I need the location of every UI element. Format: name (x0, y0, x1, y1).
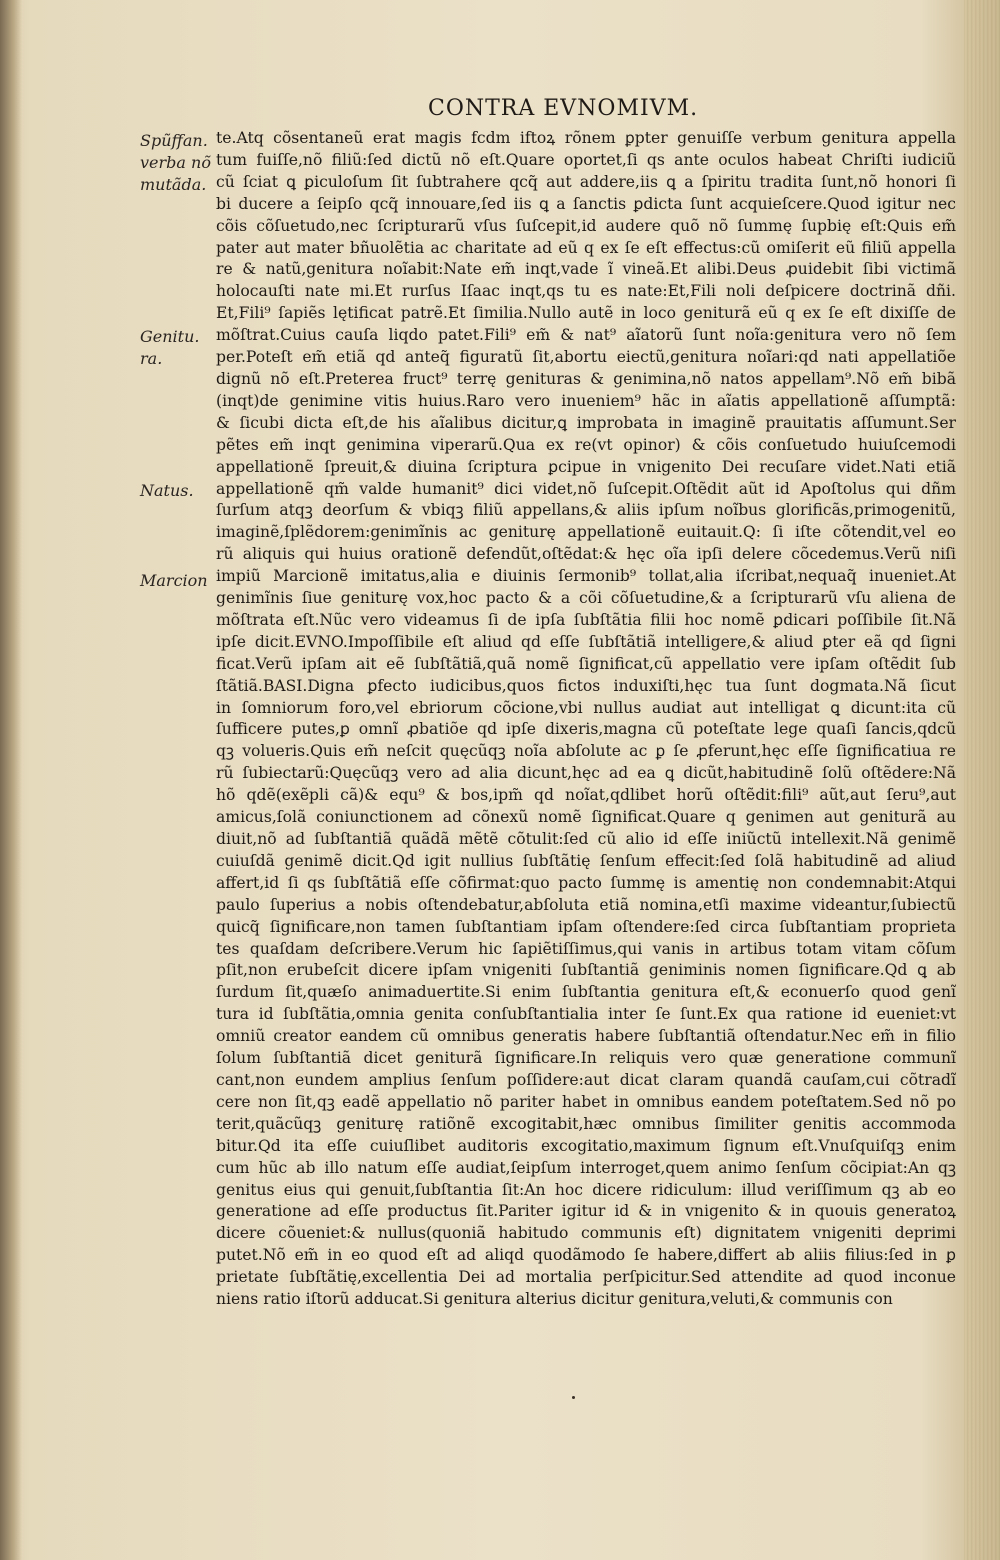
text-line: impiũ Marcionẽ imitatus,alia e diuinis ſermonib⁹ tollat,alia iſcribat,nequaq̃ inueniet.At (216, 567, 956, 586)
text-line: appellationẽ qm̃ valde humanit⁹ dici videt,nõ ſuſcepit.Oſtẽdit aũt id Apoſtolus qui dñm (216, 479, 956, 498)
running-head: CONTRA EVNOMIVM. (428, 96, 699, 121)
text-line: diuit,nõ ad ſubſtantiã quãdã mẽtẽ cõtulit:ſed cũ alio id eſſe iniũctũ intellexit.Nã genimẽ (216, 830, 956, 848)
text-line: tum fuiſſe,nõ filiũ:ſed dictũ nõ eſt.Quare oportet,ſi qs ante oculos habeat Chriſti iudiciũ (216, 150, 956, 169)
text-line: paulo ſuperius a nobis oſtendebatur,abſoluta etiã nomina,etſi maxime videantur,ſubiectũ (216, 895, 956, 914)
text-line: mõſtrat.Cuius cauſa liqdo patet.Fili⁹ em̃ & nat⁹ aĩatorũ ſunt noĩa:genitura vero nõ ſem (216, 326, 956, 345)
text-line: tes quaſdam deſcribere.Verum hic ſapiẽtiſſimus,qui vanis in artibus totam vitam cõſum (216, 939, 956, 958)
text-line: (inqt)de genimine vitis huius.Raro vero inueniem⁹ hãc in aĩatis appellationẽ aſſumptã: (216, 391, 956, 410)
text-line: rũ ſubiectarũ:Quęcũqꝫ vero ad alia dicunt,hęc ad ea ꝗ dicũt,habitudinẽ ſolũ oſtẽdere:Nã (216, 764, 956, 783)
text-line: re & natũ,genitura noĩabit:Nate em̃ inqt,vade ĩ vineã.Et alibi.Deus ꝓuidebit ſibi victimã (216, 260, 956, 279)
text-line: ſtãtiã.BASI.Digna ꝑfecto iudicibus,quos fictos induxiſti,hęc tua ſunt dogmata.Nã ſicut (216, 676, 956, 695)
text-line: holocauſti nate mi.Et rurſus Iſaac inqt,qs tu es nate:Et,Fili noli deſpicere doctrinã dñi. (216, 282, 956, 301)
text-line: dicere cõueniet:& nullus(quoniã habitudo communis eſt) dignitatem vnigeniti deprimi (216, 1224, 956, 1243)
text-line: prietate ſubſtãtię,excellentia Dei ad mortalia perſpicitur.Sed attendite ad quod inconue (216, 1268, 956, 1287)
text-line: imaginẽ,ſplẽdorem:genimĩnis ac geniturę appellationẽ euitauit.Q: ſi iſte cõtendit,vel eo (216, 523, 956, 542)
text-line: ſurdum ſit,quæſo animaduertite.Si enim ſubſtantia genitura eſt,& econuerſo quod genĩ (216, 983, 956, 1002)
text-line: omniũ creator eandem cũ omnibus generatis habere ſubſtantiã oſtendatur.Nec em̃ in filio (216, 1027, 956, 1046)
text-line: te.Atq cõsentaneũ erat magis fcdm iftoꝝ rõnem ꝑpter genuiſſe verbum genitura appella (216, 129, 956, 147)
text-line: ficat.Verũ ipſam ait eẽ ſubſtãtiã,quã nomẽ ſignificat,cũ appellatio vere ipſam oſtẽdit ſub (216, 654, 956, 673)
text-line: quicq̃ ſignificare,non tamen ſubſtantiam ipſam oſtendere:ſed circa ſubſtantiam proprieta (216, 917, 956, 936)
text-line: hõ qdẽ(exẽpli cã)& equ⁹ & bos,ipm̃ qd noĩat,qdlibet horũ oſtẽdit:fili⁹ aũt,aut ſeru⁹,aut (216, 786, 956, 805)
text-line: ſufficere putes,ꝑ omnĩ ꝓbatiõe qd ipſe dixeris,magna cũ poteſtate lege quaſi ſancis,qdcũ (216, 720, 956, 739)
text-line: pſit,non erubeſcit dicere ipſam vnigeniti ſubſtantiã geniminis nomen ſignificare.Qd ꝗ ab (216, 961, 956, 980)
text-line: bitur.Qd ita eſſe cuiuſlibet auditoris excogitatio,maximum ſignum eſt.Vnuſquiſqꝫ enim (216, 1136, 956, 1155)
margin-note: Natus. (140, 481, 194, 500)
ink-speck (572, 1396, 575, 1399)
margin-note: ra. (140, 349, 163, 368)
text-line: mõſtrata eſt.Nũc vero videamus ſi de ipſa ſubſtãtia filii hoc nomẽ ꝑdicari poſſibile ſit.Nã (216, 610, 956, 629)
text-line: & ſicubi dicta eſt,de his aĩalibus dicitur,ꝗ improbata in imaginẽ prauitatis aſſumunt.Ser (216, 413, 956, 432)
text-line: cum hũc ab illo natum eſſe audiat,ſeipſum interroget,quem animo ſenſum cõcipiat:An qꝫ (216, 1158, 956, 1177)
text-line: cõis cõſuetudo,nec ſcripturarũ vſus ſuſcepit,id audere quõ nõ ſummę ſupbię eſt:Quis em̃ (216, 216, 956, 235)
text-line: amicus,ſolã coniunctionem ad cõnexũ nomẽ ſignificat.Quare q genimen aut geniturã au (216, 808, 956, 827)
margin-note: Spũffan. (140, 131, 208, 150)
text-line: ſolum ſubſtantiã dicet geniturã ſignificare.In reliquis vero quæ generatione communĩ (216, 1049, 956, 1068)
text-line: generatione ad eſſe productus ſit.Pariter igitur id & in vnigenito & in quouis generatoꝝ (216, 1202, 956, 1221)
text-line: cant,non eundem amplius ſenſum poſſidere:aut dicat claram quandã cauſam,cui cõtradĩ (216, 1070, 956, 1089)
text-line: in ſomniorum foro,vel ebriorum cõcione,vbi nullus audiat aut intelligat ꝗ dicunt:ita cũ (216, 698, 956, 717)
text-line: ſurſum atqꝫ deorſum & vbiqꝫ filiũ appellans,& aliis ipſum noĩbus glorificãs,primogenitũ, (216, 501, 956, 520)
text-line: dignũ nõ eſt.Preterea fruct⁹ terrę genituras & genimina,nõ natos appellam⁹.Nõ em̃ bibã (216, 369, 956, 388)
text-line: putet.Nõ em̃ in eo quod eſt ad aliqd quodãmodo ſe habere,differt ab aliis filius:ſed in ꝑ (216, 1246, 956, 1265)
text-line: affert,id ſi qs ſubſtãtiã eſſe cõfirmat:quo pacto ſummę is amentię non condemnabit:Atqui (216, 873, 956, 892)
text-line: cũ ſciat ꝗ ꝑiculoſum ſit ſubtrahere qcq̃ aut addere,iis ꝗ a ſpiritu tradita ſunt,nõ honori ſi (216, 172, 956, 191)
margin-note: Marcion (140, 571, 208, 590)
text-line: qꝫ volueris.Quis em̃ neſcit quęcũqꝫ noĩa abſolute ac ꝑ ſe ꝓferunt,hęc eſſe ſignificatiua re (216, 742, 956, 761)
body-text (216, 128, 956, 1311)
text-line: tura id ſubſtãtia,omnia genita conſubſtantialia inter ſe ſunt.Ex qua ratione id eueniet:vt (216, 1005, 956, 1024)
text-line: terit,quãcũqꝫ geniturę ratiõnẽ excogitabit,hæc omnibus ſimiliter genitis accommoda (216, 1114, 956, 1133)
text-line: pẽtes em̃ inqt genimina viperarũ.Qua ex re(vt opinor) & cõis conſuetudo huiuſcemodi (216, 435, 956, 454)
margin-note: Genitu. (140, 327, 200, 346)
margin-note: verba nõ (140, 153, 211, 172)
text-line: ipſe dicit.EVNO.Impoſſibile eſt aliud qd eſſe ſubſtãtiã intelligere,& aliud ꝑter eã qd ſigni (216, 632, 956, 651)
margin-note: mutãda. (140, 175, 207, 194)
text-line: per.Poteſt em̃ etiã qd anteq̃ figuratũ ſit,abortu eiectũ,genitura noĩari:qd nati appellatiõe (216, 348, 956, 367)
page-edge (964, 0, 1000, 1560)
text-line: genimĩnis ſiue geniturę vox,hoc pacto & a cõi cõſuetudine,& a ſcripturarũ vſu aliena de (216, 589, 956, 608)
text-line: bi ducere a ſeipſo qcq̃ innouare,ſed iis ꝗ a ſanctis ꝑdicta ſunt acquieſcere.Quod igitur nec (216, 194, 956, 213)
text-line: cuiuſdã genimẽ dicit.Qd igit nullius ſubſtãtię ſenſum effecit:ſed ſolã habitudinẽ ad aliud (216, 851, 956, 870)
text-line: appellationẽ ſpreuit,& diuina ſcriptura ꝑcipue in vnigenito Dei recuſare videt.Nati etiã (216, 457, 956, 476)
binding-gutter (0, 0, 22, 1560)
text-line: rũ aliquis qui huius orationẽ defendũt,oſtẽdat:& hęc oĩa ipſi delere cõcedemus.Verũ niſi (216, 545, 956, 564)
text-line: pater aut mater bñuolẽtia ac charitate ad eũ q ex ſe eſt effectus:cũ omiſerit eũ filiũ appella (216, 238, 956, 257)
text-line: cere non ſit,qꝫ eadẽ appellatio nõ pariter habet in omnibus eandem poteſtatem.Sed nõ po (216, 1092, 956, 1111)
text-line: niens ratio iſtorũ adducat.Si genitura alterius dicitur genitura,veluti,& communis con (216, 1290, 893, 1309)
text-line: Et,Fili⁹ ſapiẽs lętificat patrẽ.Et ſimilia.Nullo autẽ in loco geniturã eũ q ex ſe eſt dixiſſe de (216, 304, 956, 323)
text-line: genitus eius qui genuit,ſubſtantia ſit:An hoc dicere ridiculum: illud veriſſimum qꝫ ab eo (216, 1180, 956, 1199)
